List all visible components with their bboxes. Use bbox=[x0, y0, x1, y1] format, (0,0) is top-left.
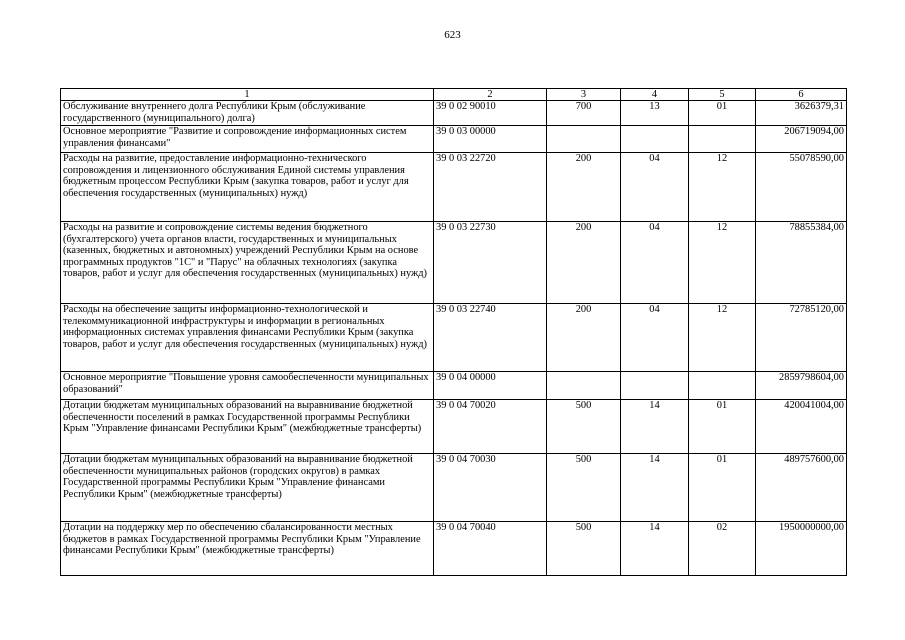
column-header: 4 bbox=[621, 89, 689, 101]
table-header-row bbox=[61, 89, 847, 101]
section-code bbox=[621, 372, 689, 400]
target-article-code: 39 0 03 22730 bbox=[434, 222, 547, 304]
amount: 3626379,31 bbox=[756, 101, 847, 126]
subsection-code: 12 bbox=[689, 222, 756, 304]
expense-type-code bbox=[547, 372, 621, 400]
column-header: 5 bbox=[689, 89, 756, 101]
target-article-code: 39 0 04 00000 bbox=[434, 372, 547, 400]
column-header: 3 bbox=[547, 89, 621, 101]
section-code: 04 bbox=[621, 304, 689, 372]
section-code: 14 bbox=[621, 454, 689, 522]
table-row bbox=[61, 101, 847, 126]
subsection-code bbox=[689, 372, 756, 400]
column-header: 1 bbox=[61, 89, 434, 101]
expense-name: Основное мероприятие "Повышение уровня самообеспеченности муниципальных образований" bbox=[61, 372, 434, 400]
expense-name: Расходы на развитие и сопровождение системы ведения бюджетного (бухгалтерского) учета органов власти, государственных и муниципальных (казенных, бюджетных и автономных) учреждений Республики Крым на основе программных продуктов "1С" и "Парус" на облачных технологиях (закупка товаров, работ и услуг для обеспечения государственных (муниципальных) нужд) bbox=[61, 222, 434, 304]
expense-name: Дотации бюджетам муниципальных образований на выравнивание бюджетной обеспеченности поселений в рамках Государственной программы Республики Крым "Управление финансами Республики Крым" (межбюджетные трансферты) bbox=[61, 400, 434, 454]
section-code bbox=[621, 126, 689, 153]
amount: 489757600,00 bbox=[756, 454, 847, 522]
section-code: 04 bbox=[621, 153, 689, 222]
section-code: 14 bbox=[621, 400, 689, 454]
subsection-code: 01 bbox=[689, 101, 756, 126]
target-article-code: 39 0 04 70020 bbox=[434, 400, 547, 454]
amount: 55078590,00 bbox=[756, 153, 847, 222]
column-header: 2 bbox=[434, 89, 547, 101]
table-row bbox=[61, 222, 847, 304]
amount: 2859798604,00 bbox=[756, 372, 847, 400]
expense-name: Дотации на поддержку мер по обеспечению сбалансированности местных бюджетов в рамках Государственной программы Республики Крым "Управление финансами Республики Крым" (межбюджетные трансферты) bbox=[61, 522, 434, 576]
subsection-code bbox=[689, 126, 756, 153]
table-row bbox=[61, 522, 847, 576]
table-row bbox=[61, 372, 847, 400]
expense-name: Дотации бюджетам муниципальных образований на выравнивание бюджетной обеспеченности муниципальных районов (городских округов) в рамках Государственной программы Республики Крым "Управление финансами Республики Крым" (межбюджетные трансферты) bbox=[61, 454, 434, 522]
table-row bbox=[61, 304, 847, 372]
section-code: 14 bbox=[621, 522, 689, 576]
column-header: 6 bbox=[756, 89, 847, 101]
amount: 78855384,00 bbox=[756, 222, 847, 304]
expense-type-code: 500 bbox=[547, 400, 621, 454]
target-article-code: 39 0 04 70040 bbox=[434, 522, 547, 576]
section-code: 13 bbox=[621, 101, 689, 126]
target-article-code: 39 0 02 90010 bbox=[434, 101, 547, 126]
subsection-code: 12 bbox=[689, 304, 756, 372]
expense-name: Расходы на развитие, предоставление информационно-технического сопровождения и лицензионного обслуживания Единой системы управления бюджетным процессом Республики Крым (закупка товаров, работ и услуг для обеспечения государственных (муниципальных) нужд) bbox=[61, 153, 434, 222]
subsection-code: 02 bbox=[689, 522, 756, 576]
expense-type-code bbox=[547, 126, 621, 153]
target-article-code: 39 0 03 22720 bbox=[434, 153, 547, 222]
expense-name: Основное мероприятие "Развитие и сопровождение информационных систем управления финансами" bbox=[61, 126, 434, 153]
expense-type-code: 500 bbox=[547, 522, 621, 576]
expense-type-code: 200 bbox=[547, 304, 621, 372]
expense-name: Обслуживание внутреннего долга Республики Крым (обслуживание государственного (муниципального) долга) bbox=[61, 101, 434, 126]
amount: 420041004,00 bbox=[756, 400, 847, 454]
subsection-code: 01 bbox=[689, 400, 756, 454]
table-row bbox=[61, 153, 847, 222]
budget-table bbox=[60, 88, 847, 576]
expense-name: Расходы на обеспечение защиты информационно-технологической и телекоммуникационной инфраструктуры и информации в региональных информационных системах управления финансами Республики Крым (закупка товаров, работ и услуг для обеспечения государственных (муниципальных) нужд) bbox=[61, 304, 434, 372]
section-code: 04 bbox=[621, 222, 689, 304]
amount: 1950000000,00 bbox=[756, 522, 847, 576]
target-article-code: 39 0 03 22740 bbox=[434, 304, 547, 372]
subsection-code: 01 bbox=[689, 454, 756, 522]
expense-type-code: 700 bbox=[547, 101, 621, 126]
table-row bbox=[61, 126, 847, 153]
page-number: 623 bbox=[444, 29, 461, 41]
target-article-code: 39 0 03 00000 bbox=[434, 126, 547, 153]
expense-type-code: 200 bbox=[547, 222, 621, 304]
amount: 72785120,00 bbox=[756, 304, 847, 372]
expense-type-code: 500 bbox=[547, 454, 621, 522]
target-article-code: 39 0 04 70030 bbox=[434, 454, 547, 522]
table-row bbox=[61, 454, 847, 522]
amount: 206719094,00 bbox=[756, 126, 847, 153]
expense-type-code: 200 bbox=[547, 153, 621, 222]
table-row bbox=[61, 400, 847, 454]
subsection-code: 12 bbox=[689, 153, 756, 222]
